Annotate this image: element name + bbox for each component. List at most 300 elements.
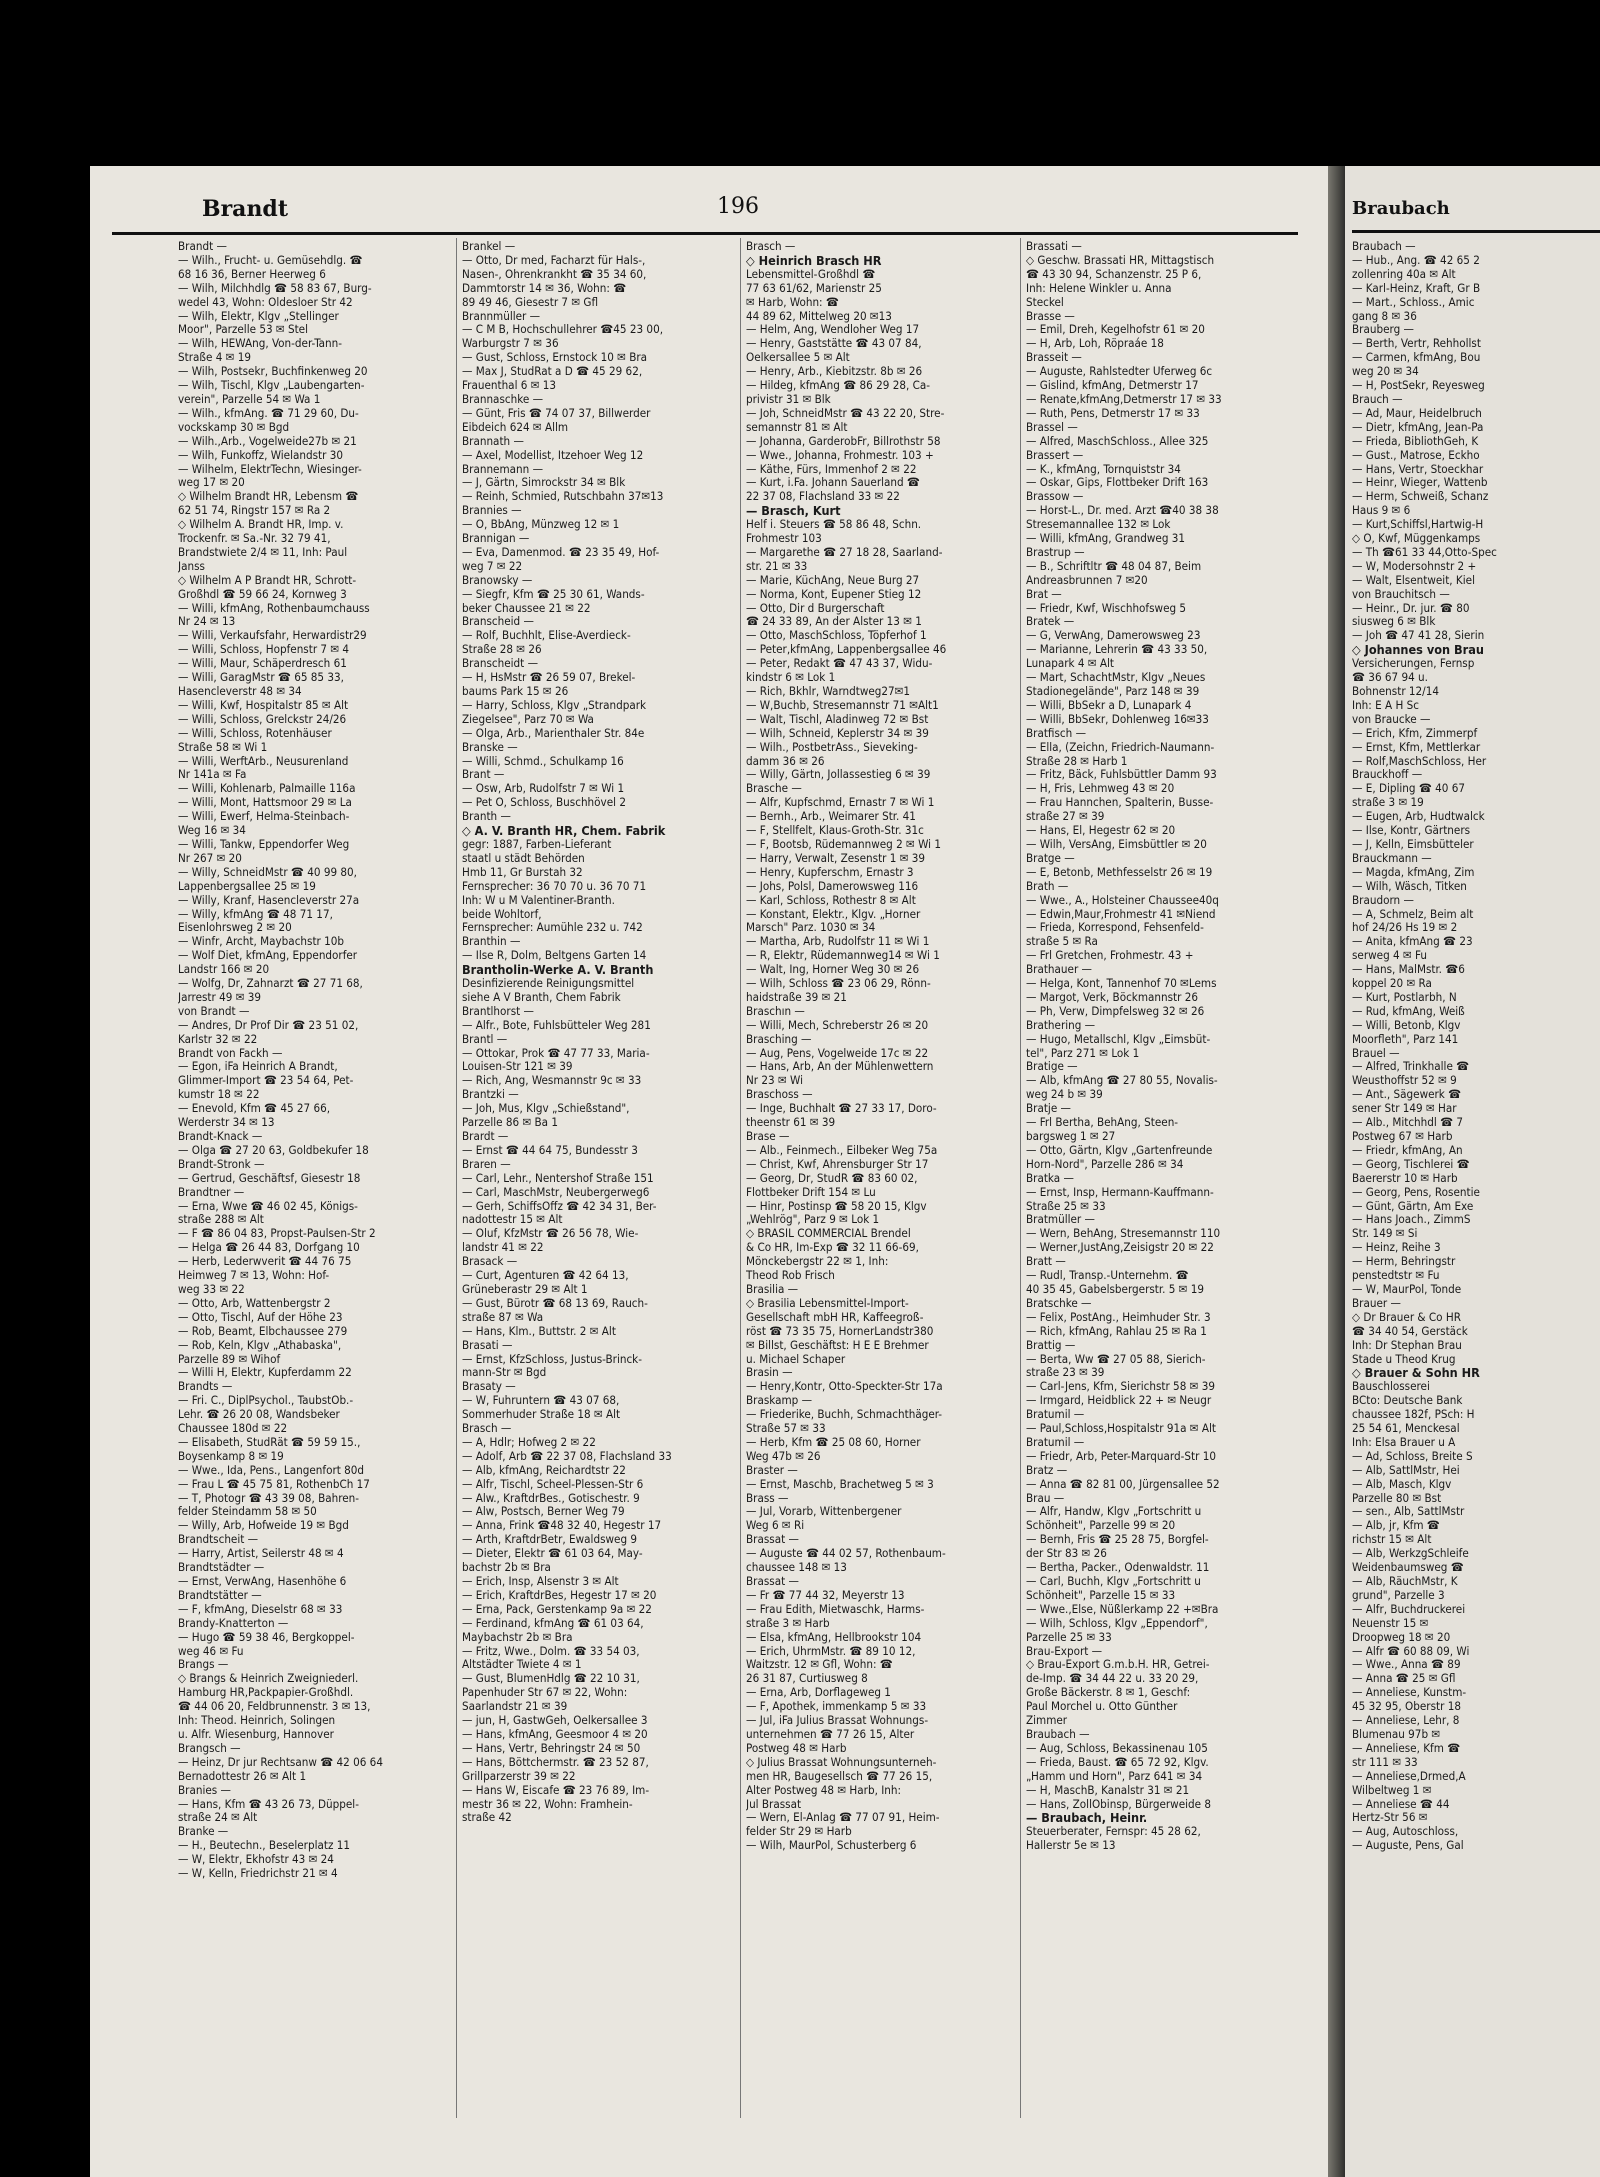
directory-entry: — Willi, BbSekr a D, Lunapark 4 bbox=[1026, 698, 1192, 712]
directory-entry: Weidenbaumsweg ☎ bbox=[1352, 1561, 1464, 1575]
directory-entry: weg 20 ✉ 34 bbox=[1352, 365, 1419, 379]
directory-entry: — Heinz, Dr jur Rechtsanw ☎ 42 06 64 bbox=[178, 1755, 383, 1769]
directory-entry: Brassert — bbox=[1026, 448, 1084, 462]
directory-entry: Nr 267 ✉ 20 bbox=[178, 851, 242, 865]
directory-entry: — Kurt, Postlarbh, N bbox=[1352, 990, 1457, 1004]
directory-entry: — Georg, Tischlerei ☎ bbox=[1352, 1157, 1470, 1171]
directory-entry: — Gertrud, Geschäftsf, Giesestr 18 bbox=[178, 1171, 361, 1185]
directory-entry: — Rolf, Buchhlt, Elise-Averdieck- bbox=[462, 629, 631, 643]
directory-entry: — Siegfr, Kfm ☎ 25 30 61, Wands- bbox=[462, 587, 645, 601]
directory-entry: — Rud, kfmAng, Weiß bbox=[1352, 1004, 1465, 1018]
directory-entry: Brauer — bbox=[1352, 1296, 1401, 1310]
directory-entry: Werderstr 34 ✉ 13 bbox=[178, 1116, 275, 1130]
directory-entry: Waitzstr. 12 ✉ Gfl, Wohn: ☎ bbox=[746, 1658, 893, 1672]
directory-entry: Bratz — bbox=[1026, 1463, 1068, 1477]
directory-entry: — Auguste, Pens, Gal bbox=[1352, 1839, 1464, 1853]
directory-entry: Saarlandstr 21 ✉ 39 bbox=[462, 1700, 568, 1714]
directory-entry: — Bertha, Packer., Odenwaldstr. 11 bbox=[1026, 1561, 1210, 1575]
directory-entry: siusweg 6 ✉ Blk bbox=[1352, 615, 1436, 629]
directory-entry: Brasilia — bbox=[746, 1282, 799, 1296]
directory-entry: Brantzki — bbox=[462, 1088, 519, 1102]
directory-entry: — H, MaschB, Kanalstr 31 ✉ 21 bbox=[1026, 1783, 1190, 1797]
directory-entry: — Wilh., PostbetrAss., Sieveking- bbox=[746, 740, 918, 754]
directory-entry: Eisenlohrsweg 2 ✉ 20 bbox=[178, 921, 292, 935]
directory-entry: verein", Parzelle 54 ✉ Wa 1 bbox=[178, 392, 321, 406]
directory-entry: 89 49 46, Giesestr 7 ✉ Gfl bbox=[462, 295, 599, 309]
directory-entry: — K., kfmAng, Tornquiststr 34 bbox=[1026, 462, 1181, 476]
directory-entry: Heimweg 7 ✉ 13, Wohn: Hof- bbox=[178, 1269, 330, 1283]
directory-entry: — Oluf, KfzMstr ☎ 26 56 78, Wie- bbox=[462, 1227, 639, 1241]
directory-entry: — Georg, Pens, Rosentie bbox=[1352, 1185, 1480, 1199]
directory-entry: straße 42 bbox=[462, 1811, 512, 1825]
directory-entry: — Anneliese, Lehr, 8 bbox=[1352, 1714, 1460, 1728]
directory-entry: Straße 28 ✉ Harb 1 bbox=[1026, 754, 1128, 768]
directory-entry: Sommerhuder Straße 18 ✉ Alt bbox=[462, 1408, 621, 1422]
directory-entry: haidstraße 39 ✉ 21 bbox=[746, 990, 847, 1004]
directory-entry: — Kurt,Schiffsl,Hartwig-H bbox=[1352, 518, 1484, 532]
directory-entry: weg 17 ✉ 20 bbox=[178, 476, 245, 490]
directory-entry: Bratka — bbox=[1026, 1171, 1074, 1185]
directory-entry: — Helga ☎ 26 44 83, Dorfgang 10 bbox=[178, 1241, 360, 1255]
directory-entry: — Erich, UhrmMstr. ☎ 89 10 12, bbox=[746, 1644, 916, 1658]
directory-entry: Brandt-Stronk — bbox=[178, 1157, 265, 1171]
directory-entry: — Wilh, Schneid, Keplerstr 34 ✉ 39 bbox=[746, 726, 929, 740]
directory-entry: Moor", Parzelle 53 ✉ Stel bbox=[178, 323, 308, 337]
directory-entry: — Kurt, i.Fa. Johann Sauerland ☎ bbox=[746, 476, 920, 490]
directory-entry: Inh: Elsa Brauer u A bbox=[1352, 1435, 1456, 1449]
directory-entry: 77 63 61/62, Marienstr 25 bbox=[746, 281, 882, 295]
directory-entry: — Frl Gretchen, Frohmestr. 43 + bbox=[1026, 949, 1194, 963]
directory-entry: Nr 24 ✉ 13 bbox=[178, 615, 236, 629]
directory-entry: privistr 31 ✉ Blk bbox=[746, 392, 831, 406]
directory-entry: — Frieda, BibliothGeh, K bbox=[1352, 434, 1479, 448]
directory-entry: — Günt, Fris ☎ 74 07 37, Billwerder bbox=[462, 406, 651, 420]
directory-entry: Frauenthal 6 ✉ 13 bbox=[462, 379, 557, 393]
directory-entry: — Margot, Verk, Böckmannstr 26 bbox=[1026, 990, 1199, 1004]
directory-entry: Braubach — bbox=[1026, 1727, 1090, 1741]
directory-entry: — Arth, KraftdrBetr, Ewaldsweg 9 bbox=[462, 1533, 638, 1547]
directory-entry: — Anneliese, Kunstm- bbox=[1352, 1686, 1467, 1700]
directory-entry: Brauckmann — bbox=[1352, 851, 1432, 865]
directory-entry: — Ernst, VerwAng, Hasenhöhe 6 bbox=[178, 1575, 347, 1588]
directory-entry: beker Chaussee 21 ✉ 22 bbox=[462, 601, 591, 615]
directory-entry: Grüneberastr 29 ✉ Alt 1 bbox=[462, 1282, 588, 1296]
directory-entry: Bratt — bbox=[1026, 1255, 1066, 1269]
directory-entry: — H., Beutechn., Beselerplatz 11 bbox=[178, 1839, 350, 1853]
directory-entry: — Friederike, Buchh, Schmachthäger- bbox=[746, 1408, 943, 1422]
directory-entry: — Gust, Schloss, Ernstock 10 ✉ Bra bbox=[462, 351, 648, 365]
directory-entry: ◇ Johannes von Brau bbox=[1352, 643, 1484, 658]
directory-entry: — Alb, jr, Kfm ☎ bbox=[1352, 1519, 1440, 1533]
directory-entry: Brardt — bbox=[462, 1130, 509, 1143]
directory-entry: straße 3 ✉ 19 bbox=[1352, 796, 1424, 810]
directory-entry: — Marie, KüchAng, Neue Burg 27 bbox=[746, 573, 920, 587]
directory-entry: — Wilh, Milchhdlg ☎ 58 83 67, Burg- bbox=[178, 281, 372, 295]
directory-entry: — W,Buchb, Stresemannstr 71 ✉Alt1 bbox=[746, 698, 939, 712]
directory-entry: unternehmen ☎ 77 26 15, Alter bbox=[746, 1727, 915, 1741]
column-divider bbox=[740, 238, 741, 2118]
directory-entry: felder Str 29 ✉ Harb bbox=[746, 1825, 852, 1839]
directory-entry: — Mart, SchachtMstr, Klgv „Neues bbox=[1026, 671, 1206, 685]
directory-entry: ☎ 44 06 20, Feldbrunnenstr. 3 ✉ 13, bbox=[178, 1700, 371, 1714]
directory-entry: — Johanna, GarderobFr, Billrothstr 58 bbox=[746, 434, 941, 448]
directory-entry: semannstr 81 ✉ Alt bbox=[746, 420, 848, 434]
directory-entry: von Brandt — bbox=[178, 1004, 250, 1018]
directory-entry: Postweg 48 ✉ Harb bbox=[746, 1741, 847, 1755]
directory-entry: von Braucke — bbox=[1352, 712, 1431, 726]
directory-entry: — Konstant, Elektr., Klgv. „Horner bbox=[746, 907, 921, 921]
directory-entry: 26 31 87, Curtiusweg 8 bbox=[746, 1672, 868, 1686]
directory-entry: Weg 6 ✉ Ri bbox=[746, 1519, 805, 1533]
directory-entry: Nr 141a ✉ Fa bbox=[178, 768, 247, 782]
directory-entry: — Otto, Gärtn, Klgv „Gartenfreunde bbox=[1026, 1143, 1213, 1157]
directory-entry: ◇ Brasilia Lebensmittel-Import- bbox=[746, 1296, 909, 1310]
directory-entry: Papenhuder Str 67 ✉ 22, Wohn: bbox=[462, 1686, 628, 1700]
directory-entry: Parzelle 80 ✉ Bst bbox=[1352, 1491, 1442, 1505]
directory-entry: Janss bbox=[178, 559, 205, 573]
directory-entry: Jul Brassat bbox=[746, 1797, 802, 1811]
directory-entry: Helf i. Steuers ☎ 58 86 48, Schn. bbox=[746, 518, 922, 532]
directory-entry: — Hub., Ang. ☎ 42 65 2 bbox=[1352, 253, 1480, 267]
directory-entry: Baererstr 10 ✉ Harb bbox=[1352, 1171, 1458, 1185]
directory-entry: — Helga, Kont, Tannenhof 70 ✉Lems bbox=[1026, 977, 1217, 991]
directory-entry: Brath — bbox=[1026, 879, 1069, 893]
directory-entry: Brassel — bbox=[1026, 420, 1078, 434]
directory-entry: — Eva, Damenmod. ☎ 23 35 49, Hof- bbox=[462, 545, 660, 559]
book-gutter bbox=[1328, 166, 1346, 2177]
directory-entry: — Max J, StudRat a D ☎ 45 29 62, bbox=[462, 365, 643, 379]
directory-entry: 68 16 36, Berner Heerweg 6 bbox=[178, 267, 326, 281]
directory-entry: — Willi, Mech, Schreberstr 26 ✉ 20 bbox=[746, 1018, 929, 1032]
directory-entry: Boysenkamp 8 ✉ 19 bbox=[178, 1449, 284, 1463]
directory-entry: — W, Fuhruntern ☎ 43 07 68, bbox=[462, 1394, 620, 1408]
directory-entry: Bratige — bbox=[1026, 1060, 1078, 1074]
directory-entry: Moorfleth", Parz 141 bbox=[1352, 1032, 1459, 1046]
directory-entry: — Anna ☎ 82 81 00, Jürgensallee 52 bbox=[1026, 1477, 1220, 1491]
directory-entry: — Carmen, kfmAng, Bou bbox=[1352, 351, 1481, 365]
directory-entry: — Heinr., Dr. jur. ☎ 80 bbox=[1352, 601, 1470, 615]
directory-entry: Brau-Export — bbox=[1026, 1644, 1103, 1658]
directory-entry: — Walt, Tischl, Aladinweg 72 ✉ Bst bbox=[746, 712, 929, 726]
directory-entry: Trockenfr. ✉ Sa.-Nr. 32 79 41, bbox=[178, 532, 331, 546]
directory-entry: weg 33 ✉ 22 bbox=[178, 1282, 245, 1296]
directory-entry: Ziegelsee", Parz 70 ✉ Wa bbox=[462, 712, 594, 726]
directory-entry: Grillparzerstr 39 ✉ 22 bbox=[462, 1769, 576, 1783]
directory-entry: — Wwe.,Else, Nüßlerkamp 22 +✉Bra bbox=[1026, 1602, 1219, 1616]
directory-entry: Braskamp — bbox=[746, 1394, 813, 1408]
directory-entry: — Berta, Ww ☎ 27 05 88, Sierich- bbox=[1026, 1352, 1206, 1366]
directory-entry: — Willi, Mont, Hattsmoor 29 ✉ La bbox=[178, 796, 352, 810]
directory-entry: — Hugo, Metallschl, Klgv „Eimsbüt- bbox=[1026, 1032, 1211, 1046]
directory-entry: Louisen-Str 121 ✉ 39 bbox=[462, 1060, 573, 1074]
directory-entry: Bohnenstr 12/14 bbox=[1352, 685, 1439, 698]
directory-entry: — W, Elektr, Ekhofstr 43 ✉ 24 bbox=[178, 1853, 334, 1867]
directory-entry: — O, BbAng, Münzweg 12 ✉ 1 bbox=[462, 518, 620, 532]
directory-entry: Weusthoffstr 52 ✉ 9 bbox=[1352, 1074, 1457, 1088]
directory-entry: Straße 25 ✉ 33 bbox=[1026, 1199, 1106, 1213]
directory-entry: — Willi, Verkaufsfahr, Herwardistr29 bbox=[178, 629, 367, 643]
directory-entry: — Willy, Arb, Hofweide 19 ✉ Bgd bbox=[178, 1519, 349, 1533]
directory-entry: Bratek — bbox=[1026, 615, 1075, 629]
directory-entry: Brantlhorst — bbox=[462, 1004, 534, 1018]
directory-entry: — Frl Bertha, BehAng, Steen- bbox=[1026, 1116, 1179, 1130]
directory-entry: ✉ Billst, Geschäftst: H E E Brehmer bbox=[746, 1338, 929, 1352]
directory-entry: — Friedr, Kwf, Wischhofsweg 5 bbox=[1026, 601, 1187, 615]
directory-entry: — Herb, Kfm ☎ 25 08 60, Horner bbox=[746, 1435, 921, 1449]
directory-entry: Brauel — bbox=[1352, 1046, 1400, 1060]
directory-entry: — Henry,Kontr, Otto-Speckter-Str 17a bbox=[746, 1380, 943, 1394]
directory-entry: — Wilh.,Arb., Vogelweide27b ✉ 21 bbox=[178, 434, 357, 448]
directory-entry: gang 8 ✉ 36 bbox=[1352, 309, 1417, 323]
directory-entry: — Hans, kfmAng, Geesmoor 4 ✉ 20 bbox=[462, 1727, 648, 1741]
directory-entry: — Otto, Arb, Wattenbergstr 2 bbox=[178, 1296, 331, 1310]
directory-entry: Brassat — bbox=[746, 1575, 799, 1588]
directory-entry: Branske — bbox=[462, 740, 518, 754]
directory-entry: Hertz-Str 56 ✉ bbox=[1352, 1811, 1428, 1825]
directory-entry: ◇ Heinrich Brasch HR bbox=[746, 253, 882, 268]
directory-entry: — Wilh., kfmAng. ☎ 71 29 60, Du- bbox=[178, 406, 359, 420]
directory-entry: — Alb, kfmAng ☎ 27 80 55, Novalis- bbox=[1026, 1074, 1218, 1088]
directory-entry: der Str 83 ✉ 26 bbox=[1026, 1547, 1107, 1561]
directory-entry: — Erich, Insp, Alsenstr 3 ✉ Alt bbox=[462, 1575, 619, 1588]
directory-entry: — Ferdinand, kfmAng ☎ 61 03 64, bbox=[462, 1616, 644, 1630]
directory-entry: Desinfizierende Reinigungsmittel bbox=[462, 977, 635, 991]
directory-entry: Brasching — bbox=[746, 1032, 812, 1046]
directory-entry: — Wilh, Postsekr, Buchfinkenweg 20 bbox=[178, 365, 368, 379]
directory-entry: — Rich, kfmAng, Rahlau 25 ✉ Ra 1 bbox=[1026, 1324, 1207, 1338]
directory-entry: staatl u städt Behörden bbox=[462, 851, 585, 865]
directory-entry: — Ph, Verw, Dimpfelsweg 32 ✉ 26 bbox=[1026, 1004, 1205, 1018]
directory-entry: Inh: Theod. Heinrich, Solingen bbox=[178, 1714, 336, 1728]
directory-entry: — Heinr, Wieger, Wattenb bbox=[1352, 476, 1488, 490]
directory-entry: Inh: Dr Stephan Brau bbox=[1352, 1338, 1462, 1352]
directory-entry: — Fritz, Bäck, Fuhlsbüttler Damm 93 bbox=[1026, 768, 1217, 782]
directory-entry: Bratumil — bbox=[1026, 1408, 1085, 1422]
directory-entry: Branth — bbox=[462, 810, 511, 824]
directory-entry: — Harry, Artist, Seilerstr 48 ✉ 4 bbox=[178, 1547, 344, 1561]
directory-entry: straße 87 ✉ Wa bbox=[462, 1310, 544, 1324]
directory-entry: — Willi, BbSekr, Dohlenweg 16✉33 bbox=[1026, 712, 1209, 726]
directory-entry: Brassow — bbox=[1026, 490, 1084, 504]
directory-entry: Brannies — bbox=[462, 504, 522, 518]
directory-entry: Bauschlosserei bbox=[1352, 1380, 1430, 1394]
directory-entry: 25 54 61, Menckesal bbox=[1352, 1422, 1460, 1436]
directory-entry: — Gerh, SchiffsOffz ☎ 42 34 31, Ber- bbox=[462, 1199, 657, 1213]
directory-entry: von Brauchitsch — bbox=[1352, 587, 1450, 601]
directory-entry: Braschın — bbox=[746, 1004, 805, 1018]
directory-entry: Neuenstr 15 ✉ bbox=[1352, 1616, 1429, 1630]
directory-entry: — Andres, Dr Prof Dir ☎ 23 51 02, bbox=[178, 1018, 359, 1032]
directory-entry: Theod Rob Frisch bbox=[746, 1269, 835, 1283]
directory-entry: — Aug, Autoschloss, bbox=[1352, 1825, 1459, 1839]
directory-entry: — B., Schriftltr ☎ 48 04 87, Beim bbox=[1026, 559, 1202, 573]
directory-entry: — Alfr, Kupfschmd, Ernastr 7 ✉ Wi 1 bbox=[746, 796, 935, 810]
directory-entry: — Gust., Matrose, Eckho bbox=[1352, 448, 1480, 462]
directory-entry: — Herb, Lederwverit ☎ 44 76 75 bbox=[178, 1255, 352, 1269]
directory-entry: — Olga, Arb., Marienthaler Str. 84e bbox=[462, 726, 645, 740]
directory-entry: felder Steindamm 58 ✉ 50 bbox=[178, 1505, 317, 1519]
directory-entry: — Hans Joach., ZimmS bbox=[1352, 1213, 1471, 1227]
directory-entry: — Alb, RäuchMstr, K bbox=[1352, 1575, 1458, 1588]
directory-entry: — Ilse R, Dolm, Beltgens Garten 14 bbox=[462, 949, 647, 963]
directory-entry: — Mart., Schloss., Amic bbox=[1352, 295, 1475, 309]
directory-entry: Inh: E A H Sc bbox=[1352, 698, 1419, 712]
directory-entry: — Horst-L., Dr. med. Arzt ☎40 38 38 bbox=[1026, 504, 1219, 518]
directory-entry: Wilbeltweg 1 ✉ bbox=[1352, 1783, 1432, 1797]
directory-entry: — Wwe., A., Holsteiner Chaussee40q bbox=[1026, 893, 1219, 907]
directory-entry: — F, kfmAng, Dieselstr 68 ✉ 33 bbox=[178, 1602, 343, 1616]
directory-entry: bargsweg 1 ✉ 27 bbox=[1026, 1130, 1116, 1143]
directory-entry: — Th ☎61 33 44,Otto-Spec bbox=[1352, 545, 1497, 559]
directory-entry: — Oskar, Gips, Flottbeker Drift 163 bbox=[1026, 476, 1209, 490]
directory-entry: — Alw., KraftdrBes., Gotischestr. 9 bbox=[462, 1491, 640, 1505]
directory-column-2 bbox=[462, 240, 730, 2140]
directory-entry: Dammtorstr 14 ✉ 36, Wohn: ☎ bbox=[462, 281, 627, 295]
directory-entry: — Wilh, Wäsch, Titken bbox=[1352, 879, 1467, 893]
directory-entry: — Auguste, Rahlstedter Uferweg 6c bbox=[1026, 365, 1213, 379]
directory-entry: — Alfred, Trinkhalle ☎ bbox=[1352, 1060, 1470, 1074]
directory-entry: nadottestr 15 ✉ Alt bbox=[462, 1213, 563, 1227]
directory-entry: — Carl, Lehr., Nentershof Straße 151 bbox=[462, 1171, 654, 1185]
directory-entry: Braudorn — bbox=[1352, 893, 1414, 907]
directory-entry: zollenring 40a ✉ Alt bbox=[1352, 267, 1456, 281]
directory-entry: Brauckhoff — bbox=[1352, 768, 1423, 782]
directory-entry: — J, Kelln, Eimsbütteler bbox=[1352, 837, 1474, 851]
directory-entry: Droopweg 18 ✉ 20 bbox=[1352, 1630, 1451, 1644]
directory-entry: — Emil, Dreh, Kegelhofstr 61 ✉ 20 bbox=[1026, 323, 1205, 337]
directory-entry: — Ottokar, Prok ☎ 47 77 33, Maria- bbox=[462, 1046, 650, 1060]
directory-entry: vockskamp 30 ✉ Bgd bbox=[178, 420, 290, 434]
directory-entry: — Rich, Bkhlr, Warndtweg27✉1 bbox=[746, 685, 911, 698]
directory-entry: — Günt, Gärtn, Am Exe bbox=[1352, 1199, 1474, 1213]
directory-entry: — Willi, kfmAng, Grandweg 31 bbox=[1026, 532, 1186, 546]
column-divider bbox=[456, 238, 457, 2118]
directory-entry: — Ad, Maur, Heidelbruch bbox=[1352, 406, 1482, 420]
directory-entry: Brandtstädter — bbox=[178, 1561, 265, 1575]
directory-entry: Fernsprecher: Aumühle 232 u. 742 bbox=[462, 921, 643, 935]
directory-entry: — Hildeg, kfmAng ☎ 86 29 28, Ca- bbox=[746, 379, 931, 393]
directory-entry: Straße 28 ✉ 26 bbox=[462, 643, 542, 657]
directory-entry: straße 23 ✉ 39 bbox=[1026, 1366, 1105, 1380]
directory-entry: Warburgstr 7 ✉ 36 bbox=[462, 337, 559, 351]
directory-entry: — Frau Hannchen, Spalterin, Busse- bbox=[1026, 796, 1214, 810]
directory-entry: — Christ, Kwf, Ahrensburger Str 17 bbox=[746, 1157, 929, 1171]
directory-entry: — Edwin,Maur,Frohmestr 41 ✉Niend bbox=[1026, 907, 1216, 921]
directory-entry: — Felix, PostAng., Heimhuder Str. 3 bbox=[1026, 1310, 1211, 1324]
directory-entry: serweg 4 ✉ Fu bbox=[1352, 949, 1428, 963]
directory-entry: 45 32 95, Oberstr 18 bbox=[1352, 1700, 1461, 1714]
directory-entry: — Margarethe ☎ 27 18 28, Saarland- bbox=[746, 545, 943, 559]
directory-entry: — T, Photogr ☎ 43 39 08, Bahren- bbox=[178, 1491, 360, 1505]
directory-entry: Haus 9 ✉ 6 bbox=[1352, 504, 1411, 518]
directory-column-1 bbox=[178, 240, 446, 2140]
directory-entry: kumstr 18 ✉ 22 bbox=[178, 1088, 260, 1102]
directory-entry: — Otto, Dr med, Facharzt für Hals-, bbox=[462, 253, 646, 267]
directory-entry: — Wern, BehAng, Stresemannstr 110 bbox=[1026, 1227, 1221, 1241]
directory-entry: — Dietr, kfmAng, Jean-Pa bbox=[1352, 420, 1484, 434]
directory-entry: — Willi, Ewerf, Helma-Steinbach- bbox=[178, 810, 350, 824]
directory-entry: — Fritz, Wwe., Dolm. ☎ 33 54 03, bbox=[462, 1644, 640, 1658]
directory-entry: — G, VerwAng, Damerowsweg 23 bbox=[1026, 629, 1201, 643]
directory-entry: — Frau L ☎ 45 75 81, RothenbCh 17 bbox=[178, 1477, 370, 1491]
directory-entry: Brassat — bbox=[746, 1533, 799, 1547]
directory-entry: — Ruth, Pens, Detmerstr 17 ✉ 33 bbox=[1026, 406, 1200, 420]
directory-entry: — Hinr, Postinsp ☎ 58 20 15, Klgv bbox=[746, 1199, 927, 1213]
directory-entry: ◇ Wilhelm A P Brandt HR, Schrott- bbox=[178, 573, 357, 587]
directory-entry: — Anna ☎ 25 ✉ Gfl bbox=[1352, 1672, 1456, 1686]
directory-entry: — Willy, kfmAng ☎ 48 71 17, bbox=[178, 907, 333, 921]
directory-entry: — Willi, WerftArb., Neusurenland bbox=[178, 754, 349, 768]
directory-entry: — W, MaurPol, Tonde bbox=[1352, 1282, 1462, 1296]
directory-entry: wedel 43, Wohn: Oldesloer Str 42 bbox=[178, 295, 353, 309]
directory-entry: — Joh, Mus, Klgv „Schießstand", bbox=[462, 1102, 630, 1116]
directory-entry: — Wilh, MaurPol, Schusterberg 6 bbox=[746, 1839, 917, 1853]
directory-entry: ☎ 36 67 94 u. bbox=[1352, 671, 1428, 685]
directory-entry: — Wilh, Funkoffz, Wielandstr 30 bbox=[178, 448, 344, 462]
directory-entry: — Erich, Kfm, Zimmerpf bbox=[1352, 726, 1478, 740]
directory-entry: — Alfr ☎ 60 88 09, Wi bbox=[1352, 1644, 1470, 1658]
directory-entry: Maybachstr 2b ✉ Bra bbox=[462, 1630, 573, 1644]
directory-entry: penstedtstr ✉ Fu bbox=[1352, 1269, 1440, 1283]
directory-entry: Brathering — bbox=[1026, 1018, 1096, 1032]
directory-entry: Lappenbergsallee 25 ✉ 19 bbox=[178, 879, 316, 893]
directory-entry: — Willy, Kranf, Hasencleverstr 27a bbox=[178, 893, 360, 907]
directory-entry: Inh: W u M Valentiner-Branth. bbox=[462, 893, 615, 907]
directory-entry: Brandt — bbox=[178, 240, 227, 253]
directory-entry: — Werner,JustAng,Zeisigstr 20 ✉ 22 bbox=[1026, 1241, 1214, 1255]
directory-entry: Lehr. ☎ 26 20 08, Wandsbeker bbox=[178, 1408, 340, 1422]
directory-entry: Brasin — bbox=[746, 1366, 793, 1380]
directory-entry: — Wwe., Anna ☎ 89 bbox=[1352, 1658, 1461, 1672]
directory-entry: — Gust, BlumenHdlg ☎ 22 10 31, bbox=[462, 1672, 640, 1686]
directory-entry: — Rob, Beamt, Elbchaussee 279 bbox=[178, 1324, 348, 1338]
directory-entry: Paul Morchel u. Otto Günther bbox=[1026, 1700, 1178, 1714]
directory-entry: theenstr 61 ✉ 39 bbox=[746, 1116, 836, 1130]
directory-entry: — Alw, Postsch, Berner Weg 79 bbox=[462, 1505, 625, 1519]
directory-entry: Brantholin-Werke A. V. Branth bbox=[462, 963, 654, 978]
directory-entry: — Willi, Schloss, Rotenhäuser bbox=[178, 726, 332, 740]
directory-entry: — Herm, Behringstr bbox=[1352, 1255, 1456, 1269]
directory-entry: Alter Postweg 48 ✉ Harb, Inh: bbox=[746, 1783, 902, 1797]
directory-entry: „Wehlrög", Parz 9 ✉ Lok 1 bbox=[746, 1213, 880, 1227]
directory-column-4 bbox=[1026, 240, 1298, 2140]
directory-entry: — R, Elektr, Rüdemannweg14 ✉ Wi 1 bbox=[746, 949, 940, 963]
directory-entry: — H, Arb, Loh, Röpraáe 18 bbox=[1026, 337, 1164, 351]
directory-entry: — Alb, SattlMstr, Hei bbox=[1352, 1463, 1460, 1477]
directory-entry: — Frau Edith, Mietwaschk, Harms- bbox=[746, 1602, 925, 1616]
directory-entry: Zimmer bbox=[1026, 1714, 1068, 1728]
directory-entry: Große Bäckerstr. 8 ✉ 1, Geschf: bbox=[1026, 1686, 1191, 1700]
directory-entry: — Erna, Pack, Gerstenkamp 9a ✉ 22 bbox=[462, 1602, 652, 1616]
directory-entry: — Anneliese, Kfm ☎ bbox=[1352, 1741, 1461, 1755]
directory-entry: Brandt-Knack — bbox=[178, 1130, 263, 1143]
directory-entry: — Marianne, Lehrerin ☎ 43 33 50, bbox=[1026, 643, 1208, 657]
directory-entry: siehe A V Branth, Chem Fabrik bbox=[462, 990, 621, 1004]
directory-entry: u. Alfr. Wiesenburg, Hannover bbox=[178, 1727, 334, 1741]
directory-entry: Bratje — bbox=[1026, 1102, 1071, 1116]
directory-entry: — Hugo ☎ 59 38 46, Bergkoppel- bbox=[178, 1630, 355, 1644]
directory-entry: — F, Stellfelt, Klaus-Groth-Str. 31c bbox=[746, 824, 924, 838]
directory-entry: — Hans W, Eiscafe ☎ 23 76 89, Im- bbox=[462, 1783, 650, 1797]
directory-entry: Braster — bbox=[746, 1463, 798, 1477]
directory-entry: — Willi, Maur, Schäperdresch 61 bbox=[178, 657, 347, 671]
directory-entry: — Anneliese ☎ 44 bbox=[1352, 1797, 1450, 1811]
directory-entry: — Osw, Arb, Rudolfstr 7 ✉ Wi 1 bbox=[462, 782, 625, 796]
directory-entry: — Norma, Kont, Eupener Stieg 12 bbox=[746, 587, 922, 601]
directory-entry: Brannaschke — bbox=[462, 392, 544, 406]
directory-entry: — Willi H, Elektr, Kupferdamm 22 bbox=[178, 1366, 352, 1380]
directory-entry: — Joh ☎ 47 41 28, Sierin bbox=[1352, 629, 1485, 643]
